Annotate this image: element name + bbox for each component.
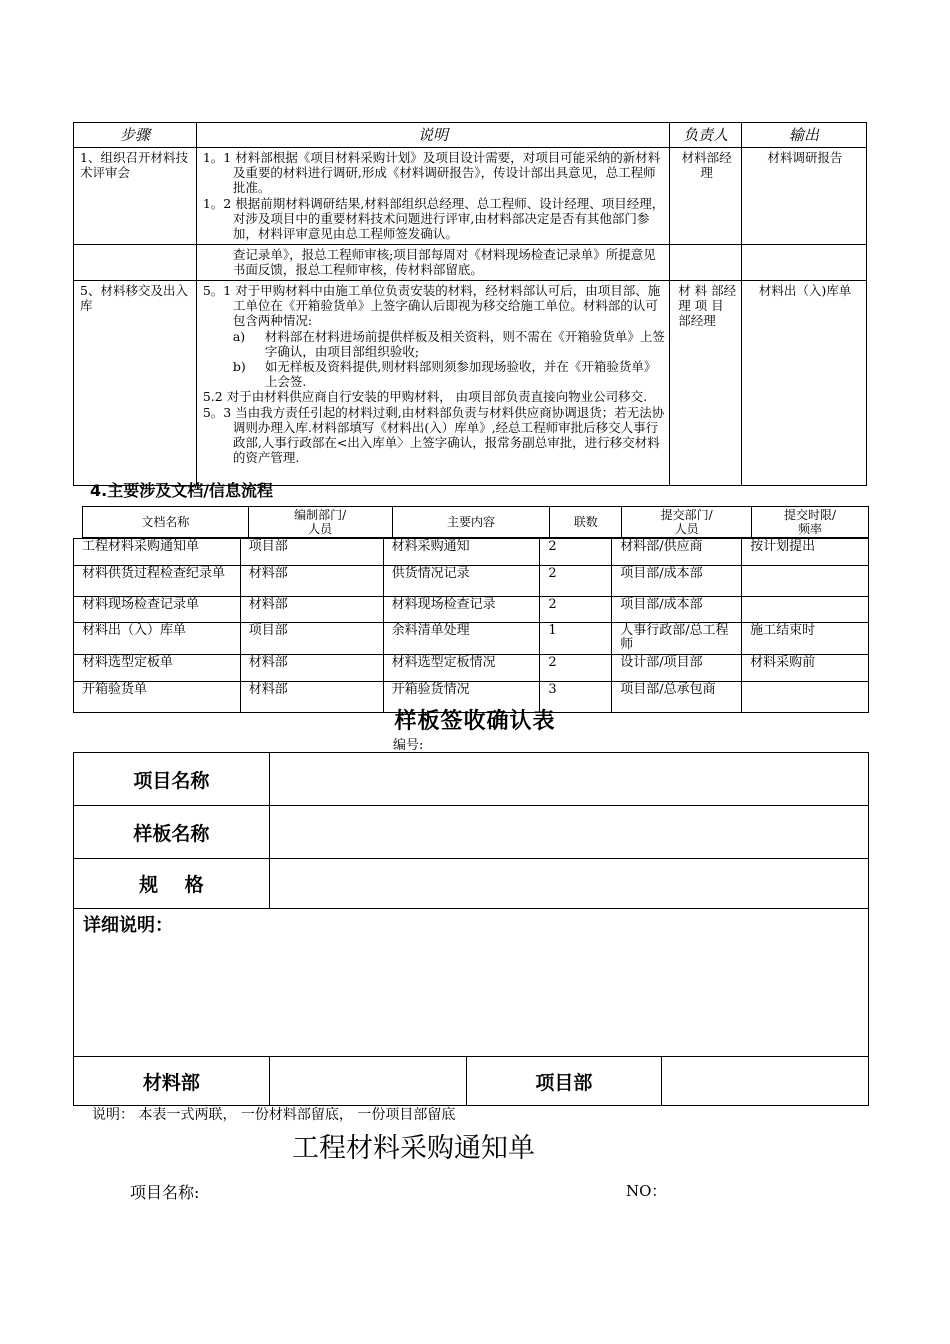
header-description: 说明 <box>196 123 669 148</box>
table-row <box>74 281 867 486</box>
step-cell: 5、材料移交及出入库 <box>74 281 197 486</box>
table-row <box>74 655 869 682</box>
process-table <box>73 122 867 486</box>
table-row <box>74 909 869 1057</box>
purchase-notice-project-name-label: 项目名称: <box>130 1183 200 1202</box>
description-paragraph: 5。3 当由我方责任引起的材料过剩,由材料部负责与材料供应商协调退货；若无法协调则办理入库.材料部填写《材料出(入）库单》,经总工程师审批后移交人事行政部,人事行政部在<出入库单〉上签字确认，报常务副总审批，进行移交材料的资产管理. <box>202 405 665 465</box>
project-name-label: 项目名称 <box>74 753 270 806</box>
doc-name-cell: 材料选型定板单 <box>74 655 241 682</box>
author-dept-cell: 项目部 <box>240 623 383 655</box>
spec-field[interactable] <box>269 859 868 909</box>
author-dept-cell: 材料部 <box>240 597 383 623</box>
table-row <box>74 148 867 245</box>
table-row <box>74 597 869 623</box>
main-content-cell: 材料选型定板情况 <box>383 655 540 682</box>
table-row <box>74 1057 869 1106</box>
header-output: 输出 <box>742 123 867 148</box>
sample-form-title: 样板签收确认表 <box>394 709 556 734</box>
submit-dept-cell: 项目部/总承包商 <box>612 682 742 713</box>
sub-item-a <box>203 329 665 359</box>
description-cell <box>196 148 669 245</box>
table-row <box>74 623 869 655</box>
copies-cell: 2 <box>540 597 612 623</box>
sample-name-field[interactable] <box>269 806 868 859</box>
detail-label: 详细说明： <box>83 915 173 936</box>
project-name-field[interactable] <box>269 753 868 806</box>
description-paragraph: 1。2 根据前期材料调研结果,材料部组织总经理、总工程师、设计经理、项目经理，对涉及项目中的重要材料技术问题进行评审,由材料部决定是否有其他部门参加，材料评审意见由总工程师签发确认。 <box>202 196 665 241</box>
copies-cell: 2 <box>540 566 612 597</box>
submit-dept-cell: 项目部/成本部 <box>612 597 742 623</box>
sample-form-note: 说明： 本表一式两联， 一份材料部留底， 一份项目部留底 <box>92 1107 456 1123</box>
deadline-cell <box>742 597 869 623</box>
spec-label: 规 格 <box>74 859 270 909</box>
main-content-cell: 材料现场检查记录 <box>383 597 540 623</box>
output-cell: 材料调研报告 <box>742 148 867 245</box>
description-cell <box>196 245 669 281</box>
copies-cell: 3 <box>540 682 612 713</box>
author-dept-cell: 材料部 <box>240 655 383 682</box>
table-row <box>74 566 869 597</box>
description-paragraph: 1。1 材料部根据《项目材料采购计划》及项目设计需要，对项目可能采纳的新材料及重要的材料进行调研,形成《材料调研报告》，传设计部出具意见，总工程师批准。 <box>202 150 661 195</box>
sub-item-label: a) <box>232 329 246 344</box>
section-4-title: 4.主要涉及文档/信息流程 <box>90 481 274 500</box>
sub-item-b <box>203 359 665 389</box>
doc-name-cell: 工程材料采购通知单 <box>74 539 241 566</box>
submit-dept-cell: 材料部/供应商 <box>612 539 742 566</box>
description-paragraph: 查记录单》，报总工程师审核;项目部每周对《材料现场检查记录单》所提意见书面反馈，报总工程师审核，传材料部留底。 <box>232 247 656 277</box>
header-copies: 联数 <box>550 507 622 538</box>
header-author-dept: 编制部门/ 人员 <box>248 507 392 538</box>
sub-item-text: 如无样板及资料提供,则材料部则须参加现场验收，并在《开箱验货单》上会签. <box>264 359 657 389</box>
copies-cell: 2 <box>540 655 612 682</box>
sample-form-table <box>73 752 869 1106</box>
header-main-content: 主要内容 <box>392 507 550 538</box>
project-dept-signature-field[interactable] <box>662 1057 869 1106</box>
header-deadline: 提交时限/ 频率 <box>752 507 869 538</box>
detail-field[interactable] <box>74 909 869 1057</box>
submit-dept-cell: 人事行政部/总工程师 <box>612 623 742 655</box>
project-dept-label: 项目部 <box>466 1057 662 1106</box>
material-dept-signature-field[interactable] <box>269 1057 466 1106</box>
deadline-cell <box>742 566 869 597</box>
copies-cell: 2 <box>540 539 612 566</box>
main-content-cell: 供货情况记录 <box>383 566 540 597</box>
header-step: 步骤 <box>74 123 197 148</box>
owner-cell: 材 料 部经理 项 目 部经理 <box>670 281 742 486</box>
doc-table-header <box>82 506 869 538</box>
step-cell: 1、组织召开材料技术评审会 <box>74 148 197 245</box>
output-cell <box>742 245 867 281</box>
submit-dept-cell: 设计部/项目部 <box>612 655 742 682</box>
sub-item-label: b) <box>232 359 246 374</box>
deadline-cell: 材料采购前 <box>742 655 869 682</box>
table-row <box>74 859 869 909</box>
step-cell <box>74 245 197 281</box>
header-doc-name: 文档名称 <box>83 507 249 538</box>
main-content-cell: 开箱验货情况 <box>383 682 540 713</box>
purchase-notice-title: 工程材料采购通知单 <box>292 1133 535 1164</box>
doc-table-header-row <box>83 507 869 538</box>
table-row <box>74 753 869 806</box>
deadline-cell: 施工结束时 <box>742 623 869 655</box>
sample-name-label: 样板名称 <box>74 806 270 859</box>
owner-cell <box>670 245 742 281</box>
table-row <box>74 539 869 566</box>
description-paragraph: 5。1 对于甲购材料中由施工单位负责安装的材料，经材料部认可后，由项目部、施工单位在《开箱验货单》上签字确认后即视为移交给施工单位。材料部的认可包含两种情况: <box>202 283 661 328</box>
doc-name-cell: 材料现场检查记录单 <box>74 597 241 623</box>
main-content-cell: 材料采购通知 <box>383 539 540 566</box>
description-cell <box>196 281 669 486</box>
owner-cell: 材料部经理 <box>670 148 742 245</box>
copies-cell: 1 <box>540 623 612 655</box>
main-content-cell: 余料清单处理 <box>383 623 540 655</box>
doc-table <box>73 538 869 713</box>
output-cell: 材料出（入)库单 <box>742 281 867 486</box>
table-row <box>74 245 867 281</box>
table-row <box>74 806 869 859</box>
doc-name-cell: 材料出（入）库单 <box>74 623 241 655</box>
submit-dept-cell: 项目部/成本部 <box>612 566 742 597</box>
author-dept-cell: 项目部 <box>240 539 383 566</box>
purchase-notice-no-label: NO： <box>626 1182 667 1200</box>
description-paragraph: 5.2 对于由材料供应商自行安装的甲购材料， 由项目部负责直接向物业公司移交. <box>202 389 648 404</box>
material-dept-label: 材料部 <box>74 1057 270 1106</box>
header-submit-dept: 提交部门/ 人员 <box>622 507 752 538</box>
header-owner: 负责人 <box>670 123 742 148</box>
deadline-cell: 按计划提出 <box>742 539 869 566</box>
author-dept-cell: 材料部 <box>240 566 383 597</box>
doc-name-cell: 开箱验货单 <box>74 682 241 713</box>
sample-form-number-label: 编号: <box>393 738 424 753</box>
process-table-header <box>74 123 867 148</box>
doc-name-cell: 材料供货过程检查纪录单 <box>74 566 241 597</box>
author-dept-cell: 材料部 <box>240 682 383 713</box>
sub-item-text: 材料部在材料进场前提供样板及相关资料，则不需在《开箱验货单》上签字确认，由项目部组织验收; <box>264 329 665 359</box>
